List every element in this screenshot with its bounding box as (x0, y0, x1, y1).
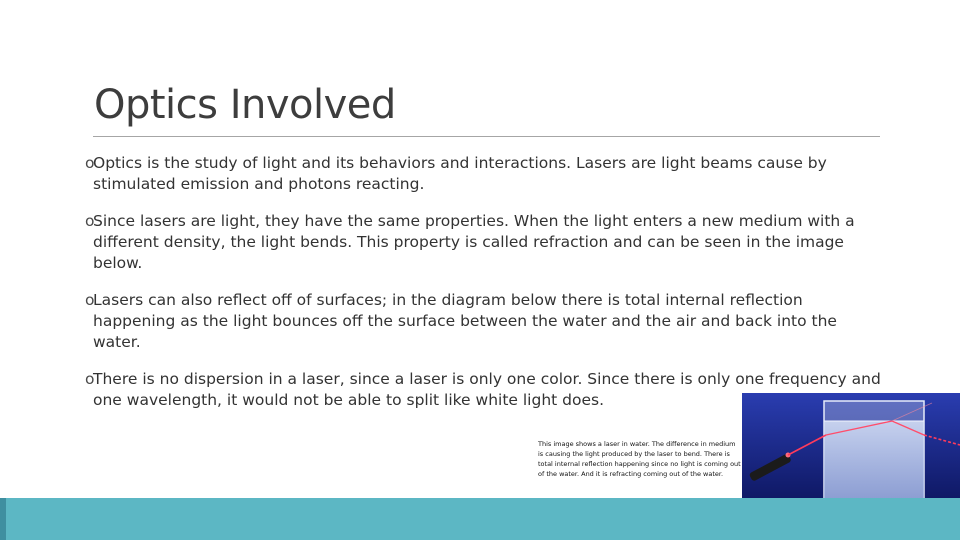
bullet-marker: o (85, 291, 95, 309)
bullet-marker: o (85, 370, 95, 388)
slide-title: Optics Involved (94, 82, 396, 128)
bullet-text: Lasers can also reflect off of surfaces; in the diagram below there is total internal reflection happening as the light bounces off the surface between the water and the air and back into the water. (93, 291, 837, 351)
bullet-item (85, 211, 885, 274)
image-caption: This image shows a laser in water. The difference in medium is causing the light produced by the laser to bend. There is total internal reflection happening since no light is coming out of the water. And it is refracting coming out of the water. (538, 440, 741, 478)
bullet-text: There is no dispersion in a laser, since a laser is only one color. Since there is only one frequency and one wavelength, it would not be able to split like white light does. (93, 370, 881, 409)
bullet-marker: o (85, 154, 95, 172)
footer-accent (0, 498, 6, 540)
bullet-text: Optics is the study of light and its behaviors and interactions. Lasers are light beams cause by stimulated emission and photons reacting. (93, 154, 827, 193)
footer-bar (0, 498, 960, 540)
bullet-item (85, 290, 885, 353)
bullet-list (85, 153, 885, 427)
bullet-marker: o (85, 212, 95, 230)
bullet-text: Since lasers are light, they have the same properties. When the light enters a new medium with a different density, the light bends. This property is called refraction and can be seen in the image below. (93, 212, 855, 272)
bullet-item (85, 153, 885, 195)
laser-in-water-photo (742, 393, 960, 506)
title-divider (93, 136, 880, 137)
